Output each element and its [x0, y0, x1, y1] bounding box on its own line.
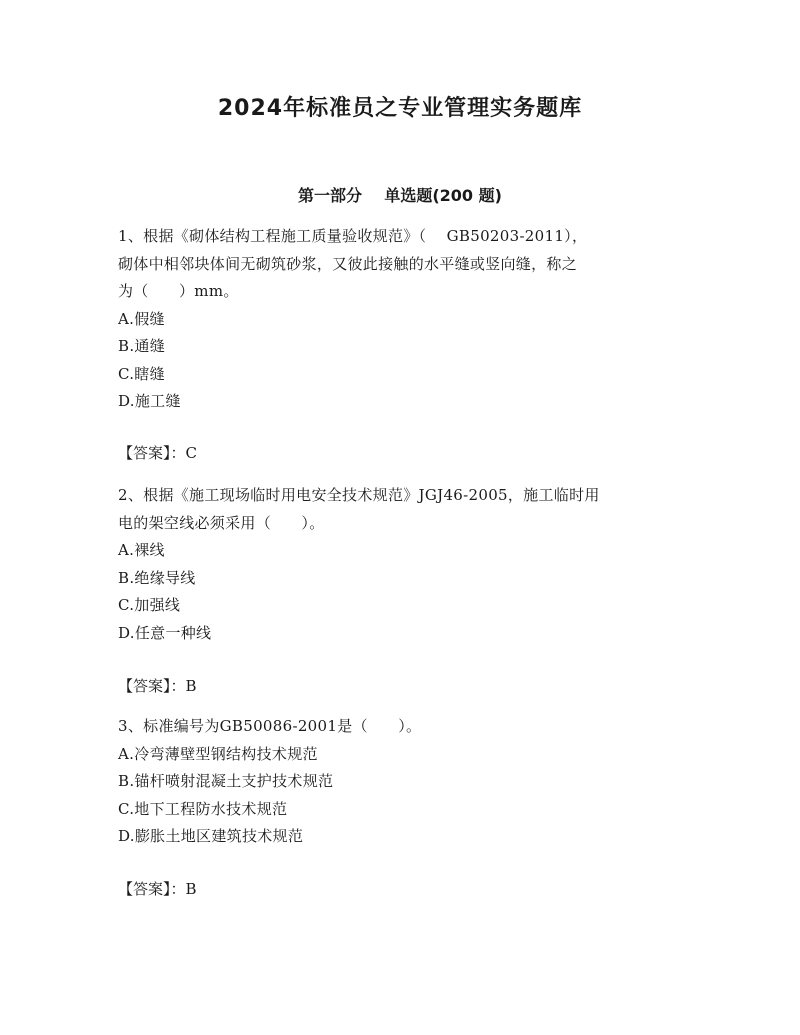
question-1 — [118, 223, 688, 416]
section-title: 第一部分 单选题(200 题) — [298, 186, 502, 205]
question-3-answer — [118, 877, 197, 901]
document-title: 2024年标准员之专业管理实务题库 — [217, 96, 583, 121]
question-1-answer — [118, 441, 197, 465]
answer-label: 【答案】： — [118, 677, 186, 695]
question-1-option-a: A.假缝 — [118, 309, 165, 328]
question-1-stem-line-2: 砌体中相邻块体间无砌筑砂浆，又彼此接触的水平缝或竖向缝，称之 — [118, 254, 578, 273]
question-2 — [118, 482, 688, 647]
question-2-option-a: A.裸线 — [118, 541, 165, 559]
question-3-option-a: A.冷弯薄壁型钢结构技术规范 — [118, 744, 318, 763]
question-1-option-b: B.通缝 — [118, 337, 165, 355]
question-1-option-c: C.瞎缝 — [118, 364, 165, 383]
question-3-option-b: B.锚杆喷射混凝土支护技术规范 — [118, 772, 334, 790]
question-1-stem-line-1: 1、根据《砌体结构工程施工质量验收规范》（ GB50203-2011）， — [118, 227, 588, 245]
answer-label: 【答案】： — [118, 880, 186, 898]
question-2-stem-line-1: 2、根据《施工现场临时用电安全技术规范》JGJ46-2005，施工临时用 — [118, 486, 600, 504]
question-3-option-d: D.膨胀土地区建筑技术规范 — [118, 827, 304, 845]
answer-value: B — [185, 880, 197, 898]
question-3-stem-line-1: 3、标准编号为GB50086-2001是（ ）。 — [118, 717, 422, 735]
question-1-stem-line-3: 为（ ）mm。 — [118, 282, 239, 300]
answer-value: C — [185, 444, 197, 462]
question-2-stem-line-2: 电的架空线必须采用（ ）。 — [118, 513, 325, 532]
question-2-answer — [118, 674, 197, 698]
question-1-option-d: D.施工缝 — [118, 392, 181, 410]
question-3 — [118, 713, 688, 851]
question-2-option-d: D.任意一种线 — [118, 623, 212, 642]
question-2-option-c: C.加强线 — [118, 596, 181, 614]
answer-label: 【答案】： — [118, 444, 186, 462]
question-3-option-c: C.地下工程防水技术规范 — [118, 799, 288, 818]
answer-value: B — [185, 677, 197, 695]
question-2-option-b: B.绝缘导线 — [118, 568, 196, 587]
